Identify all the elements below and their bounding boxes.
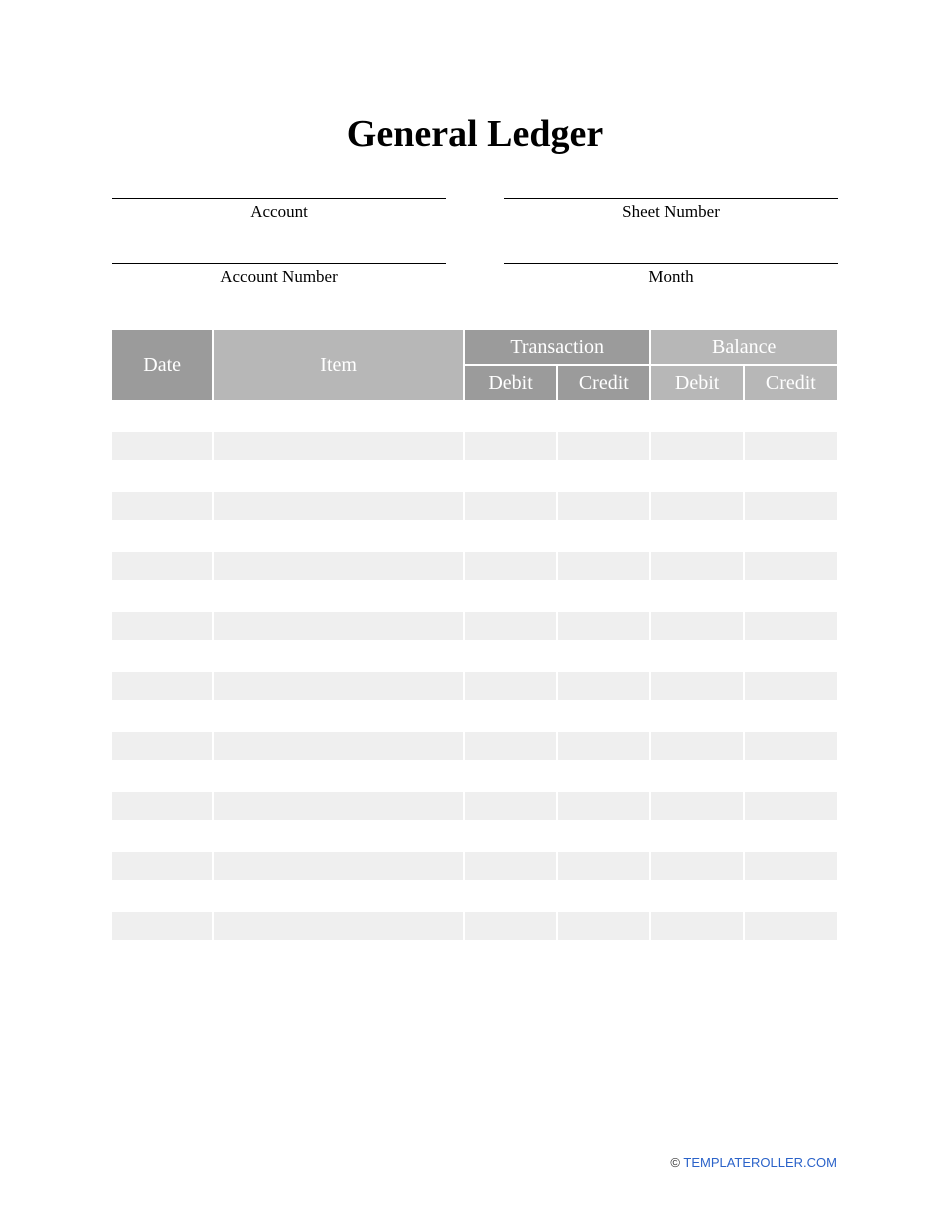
cell-date[interactable] <box>112 400 212 460</box>
cell-transaction-credit[interactable] <box>558 520 649 580</box>
cell-transaction-credit[interactable] <box>558 760 649 820</box>
month-label: Month <box>648 267 694 286</box>
cell-transaction-credit[interactable] <box>558 700 649 760</box>
cell-item[interactable] <box>214 460 463 520</box>
header-transaction-debit: Debit <box>465 364 556 400</box>
month-field[interactable] <box>504 263 838 288</box>
cell-transaction-credit[interactable] <box>558 820 649 880</box>
copyright-symbol: © <box>670 1155 680 1170</box>
table-row <box>112 700 837 760</box>
cell-transaction-debit[interactable] <box>465 880 556 940</box>
cell-transaction-debit[interactable] <box>465 580 556 640</box>
sheet-number-field[interactable] <box>504 198 838 223</box>
table-row <box>112 460 837 520</box>
cell-item[interactable] <box>214 580 463 640</box>
cell-balance-debit[interactable] <box>651 520 742 580</box>
cell-transaction-credit[interactable] <box>558 400 649 460</box>
cell-item[interactable] <box>214 640 463 700</box>
cell-balance-debit[interactable] <box>651 820 742 880</box>
account-label: Account <box>250 202 308 221</box>
cell-item[interactable] <box>214 880 463 940</box>
cell-date[interactable] <box>112 880 212 940</box>
cell-balance-credit[interactable] <box>745 460 837 520</box>
cell-transaction-debit[interactable] <box>465 700 556 760</box>
cell-transaction-credit[interactable] <box>558 880 649 940</box>
cell-date[interactable] <box>112 700 212 760</box>
cell-transaction-debit[interactable] <box>465 820 556 880</box>
header-date: Date <box>112 330 212 400</box>
cell-balance-debit[interactable] <box>651 760 742 820</box>
sheet-number-line[interactable] <box>504 198 838 199</box>
cell-item[interactable] <box>214 820 463 880</box>
cell-balance-debit[interactable] <box>651 880 742 940</box>
month-line[interactable] <box>504 263 838 264</box>
cell-transaction-debit[interactable] <box>465 460 556 520</box>
cell-balance-debit[interactable] <box>651 460 742 520</box>
ledger-table <box>112 330 837 940</box>
cell-balance-debit[interactable] <box>651 640 742 700</box>
cell-balance-credit[interactable] <box>745 400 837 460</box>
cell-transaction-credit[interactable] <box>558 640 649 700</box>
header-balance-debit: Debit <box>651 364 742 400</box>
account-line[interactable] <box>112 198 446 199</box>
cell-transaction-debit[interactable] <box>465 400 556 460</box>
page-title: General Ledger <box>346 113 604 155</box>
cell-transaction-credit[interactable] <box>558 460 649 520</box>
footer-site-link[interactable]: TEMPLATEROLLER.COM <box>683 1155 837 1170</box>
cell-balance-debit[interactable] <box>651 580 742 640</box>
header-balance-credit: Credit <box>745 364 837 400</box>
cell-date[interactable] <box>112 760 212 820</box>
table-row <box>112 640 837 700</box>
cell-date[interactable] <box>112 640 212 700</box>
table-row <box>112 820 837 880</box>
cell-transaction-debit[interactable] <box>465 520 556 580</box>
cell-balance-credit[interactable] <box>745 640 837 700</box>
cell-transaction-debit[interactable] <box>465 640 556 700</box>
cell-date[interactable] <box>112 460 212 520</box>
cell-balance-credit[interactable] <box>745 580 837 640</box>
cell-balance-credit[interactable] <box>745 880 837 940</box>
table-row <box>112 880 837 940</box>
header-item: Item <box>214 330 463 400</box>
cell-date[interactable] <box>112 580 212 640</box>
cell-transaction-credit[interactable] <box>558 580 649 640</box>
table-row <box>112 580 837 640</box>
account-number-line[interactable] <box>112 263 446 264</box>
header-transaction-credit: Credit <box>558 364 649 400</box>
cell-balance-credit[interactable] <box>745 820 837 880</box>
cell-balance-credit[interactable] <box>745 520 837 580</box>
table-row <box>112 400 837 460</box>
account-number-label: Account Number <box>220 267 338 286</box>
cell-date[interactable] <box>112 520 212 580</box>
cell-transaction-debit[interactable] <box>465 760 556 820</box>
cell-date[interactable] <box>112 820 212 880</box>
header-transaction: Transaction <box>465 330 650 364</box>
cell-item[interactable] <box>214 400 463 460</box>
header-balance: Balance <box>651 330 837 364</box>
cell-balance-credit[interactable] <box>745 760 837 820</box>
cell-item[interactable] <box>214 760 463 820</box>
ledger-body <box>112 400 837 940</box>
cell-balance-debit[interactable] <box>651 700 742 760</box>
cell-item[interactable] <box>214 520 463 580</box>
account-number-field[interactable] <box>112 263 446 288</box>
cell-item[interactable] <box>214 700 463 760</box>
sheet-number-label: Sheet Number <box>622 202 720 221</box>
table-row <box>112 520 837 580</box>
cell-balance-debit[interactable] <box>651 400 742 460</box>
table-row <box>112 760 837 820</box>
footer <box>670 1155 837 1170</box>
cell-balance-credit[interactable] <box>745 700 837 760</box>
account-field[interactable] <box>112 198 446 223</box>
